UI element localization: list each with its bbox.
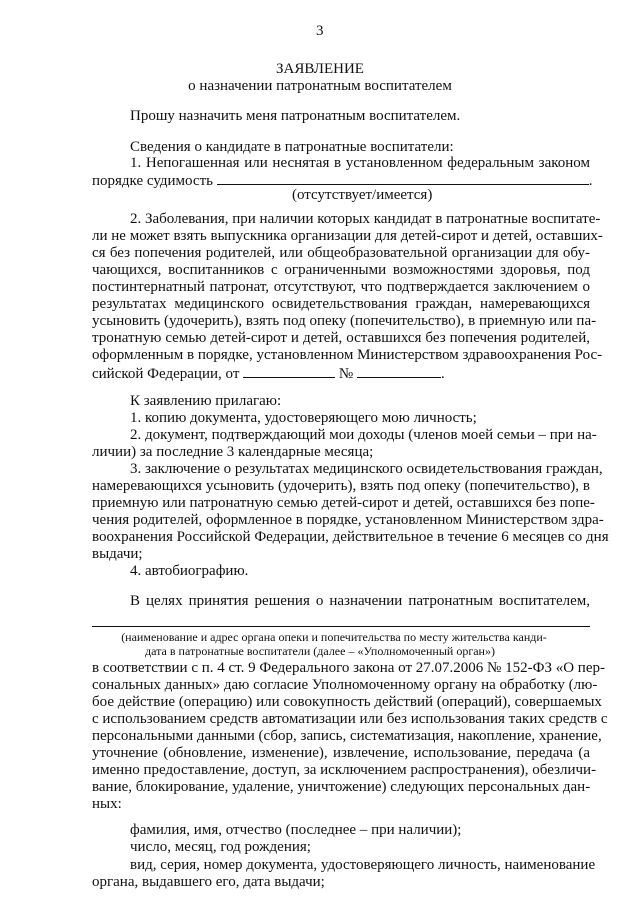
authority-hint: дата в патронатные воспитатели (далее – «Уполномоченный орган») [145, 644, 495, 658]
consent-line: сональных данных» даю согласие Уполномоченному органу на обработку (лю- [92, 677, 598, 693]
attachment-item: намеревающихся усыновить (удочерить), взять под опеку (попечительство), в [92, 478, 590, 494]
document-subtitle: о назначении патронатным воспитателем [188, 78, 452, 94]
candidate-info-heading: Сведения о кандидате в патронатные воспитатели: [130, 139, 454, 155]
item1-label: порядке судимость [92, 173, 213, 189]
attachment-item: чения родителей, оформленное в порядке, установленном Министерством здра- [92, 512, 604, 528]
attachment-item: приемную или патронатную семью детей-сирот и детей, оставшихся без попе- [92, 495, 595, 511]
document-title: ЗАЯВЛЕНИЕ [276, 61, 364, 77]
number-sign: № [338, 366, 354, 382]
item2-line: оформленным в порядке, установленном Министерством здравоохранения Рос- [92, 347, 603, 363]
item2-line: 2. Заболевания, при наличии которых кандидат в патронатные воспитате- [130, 211, 601, 227]
item2-line: тронатную семью детей-сирот и детей, оставшихся без попечения родителей, [92, 330, 590, 346]
consent-line: персональными данными (сбор, запись, систематизация, накопление, хранение, [92, 728, 602, 744]
data-item: фамилия, имя, отчество (последнее – при наличии); [130, 822, 462, 838]
item2-line: результатах медицинского освидетельствования граждан, намеревающихся [92, 296, 590, 312]
consent-line: именно предоставление, доступ, за исключением распространения), обезличи- [92, 762, 597, 778]
consent-line: уточнение (обновление, изменение), извлечение, использование, передача (а [92, 745, 590, 761]
attachment-item: выдачи; [92, 546, 143, 562]
consent-line: в соответствии с п. 4 ст. 9 Федерального закона от 27.07.2006 № 152-ФЗ «О пер- [92, 660, 605, 676]
attachment-item: личии) за последние 3 календарные месяца; [92, 444, 374, 460]
consent-line: с использованием средств автоматизации или без использования таких средств с [92, 711, 608, 727]
item2-line: чающихся, воспитанников с ограниченными возможностями здоровья, под [92, 262, 590, 278]
consent-line: вание, блокирование, удаление, уничтожение) следующих персональных дан- [92, 779, 591, 795]
authority-hint: (наименование и адрес органа опеки и попечительства по месту жительства канди- [121, 630, 547, 644]
attachment-item: 3. заключение о результатах медицинского освидетельствования граждан, [130, 461, 603, 477]
item2-line: ся без попечения родителей, или общеобразовательной организации для обу- [92, 245, 590, 261]
attachment-item: 2. документ, подтверждающий мои доходы (членов моей семьи – при на- [130, 427, 597, 443]
attachment-item: 4. автобиографию. [130, 563, 249, 579]
item2-line: усыновить (удочерить), взять под опеку (попечительство), в приемную или па- [92, 313, 597, 329]
consent-intro: В целях принятия решения о назначении патронатным воспитателем, [130, 593, 590, 609]
number-blank [357, 364, 441, 378]
consent-line: ных: [92, 796, 122, 812]
attachment-item: воохранения Российской Федерации, действительное в течение 6 месяцев со дня [92, 529, 609, 545]
data-item: число, месяц, год рождения; [130, 839, 311, 855]
data-item: вид, серия, номер документа, удостоверяющего личность, наименование [130, 857, 596, 873]
consent-line: бое действие (операцию) или совокупность действий (операций), совершаемых [92, 694, 602, 710]
data-item: органа, выдавшего его, дата выдачи; [92, 874, 325, 890]
request-line: Прошу назначить меня патронатным воспитателем. [130, 108, 461, 124]
attachments-heading: К заявлению прилагаю: [130, 393, 282, 409]
item2-line: ли не может взять выпускника организации для детей-сирот и детей, оставших- [92, 228, 603, 244]
date-blank [243, 364, 335, 378]
item1-line1: 1. Непогашенная или неснятая в установленном федеральным законом [130, 155, 590, 171]
authority-name-line [92, 626, 590, 627]
attachment-item: 1. копию документа, удостоверяющего мою личность; [130, 410, 477, 426]
item2-last-text: сийской Федерации, от [92, 366, 240, 382]
item1-line2: порядке судимость . [92, 173, 593, 189]
item2-line: постинтернатный патронат, отсутствуют, что подтверждается заключением о [92, 279, 590, 295]
conviction-blank [217, 171, 589, 185]
item1-hint: (отсутствует/имеется) [292, 187, 433, 203]
document-page: 3 ЗАЯВЛЕНИЕ о назначении патронатным воспитателем Прошу назначить меня патронатным воспитателем. Сведения о кандидате в патронатные воспитатели: 1. Непогашенная или неснятая в установленном федеральным законом порядке судимость . (отсутствует/имеется) 2. Заболевания, при наличии которых кандидат в патронатные воспитате- ли не может взять выпускника организации для детей-сирот и детей, оставших- ся без попечения родителей, или общеобразовательной организации для обу- чающихся, воспитанников с ограниченными возможностями здоровья, под постинтернатный патронат, отсутствуют, что подтверждается заключением о результатах медицинского освидетельствования граждан, намеревающихся усыновить (удочерить), взять под опеку (попечительство), в приемную или па- тронатную семью детей-сирот и детей, оставшихся без попечения родителей, оформленным в порядке, установленном Министерством здравоохранения Рос- сийской Федерации, от № . К заявлению прилагаю: 1. копию документа, удостоверяющего мою личность; 2. документ, подтверждающий мои доходы (членов моей семьи – при на- личии) за последние 3 календарные месяца; 3. заключение о результатах медицинского освидетельствования граждан, намеревающихся усыновить (удочерить), взять под опеку (попечительство), в приемную или патронатную семью детей-сирот и детей, оставшихся без попе- чения родителей, оформленное в порядке, установленном Министерством здра- воохранения Российской Федерации, действительное в течение 6 месяцев со дня выдачи; 4. автобиографию. В целях принятия решения о назначении патронатным воспитателем, (наименование и адрес органа опеки и попечительства по месту жительства канди- дата в патронатные воспитатели (далее – «Уполномоченный орган») в соответствии с п. 4 ст. 9 Федерального закона от 27.07.2006 № 152-ФЗ «О пер- сональных данных» даю согласие Уполномоченному органу на обработку (лю- бое действие (операцию) или совокупность действий (операций), совершаемых с использованием средств автоматизации или без использования таких средств с персональными данными (сбор, запись, систематизация, накопление, хранение, уточнение (обновление, изменение), извлечение, использование, передача (а именно предоставление, доступ, за исключением распространения), обезличи- вание, блокирование, удаление, уничтожение) следующих персональных дан- ных: фамилия, имя, отчество (последнее – при наличии); число, месяц, год рождения; вид, серия, номер документа, удостоверяющего личность, наименование органа, выдавшего его, дата выдачи; [0, 0, 640, 902]
item2-last-line: сийской Федерации, от № . [92, 366, 445, 382]
